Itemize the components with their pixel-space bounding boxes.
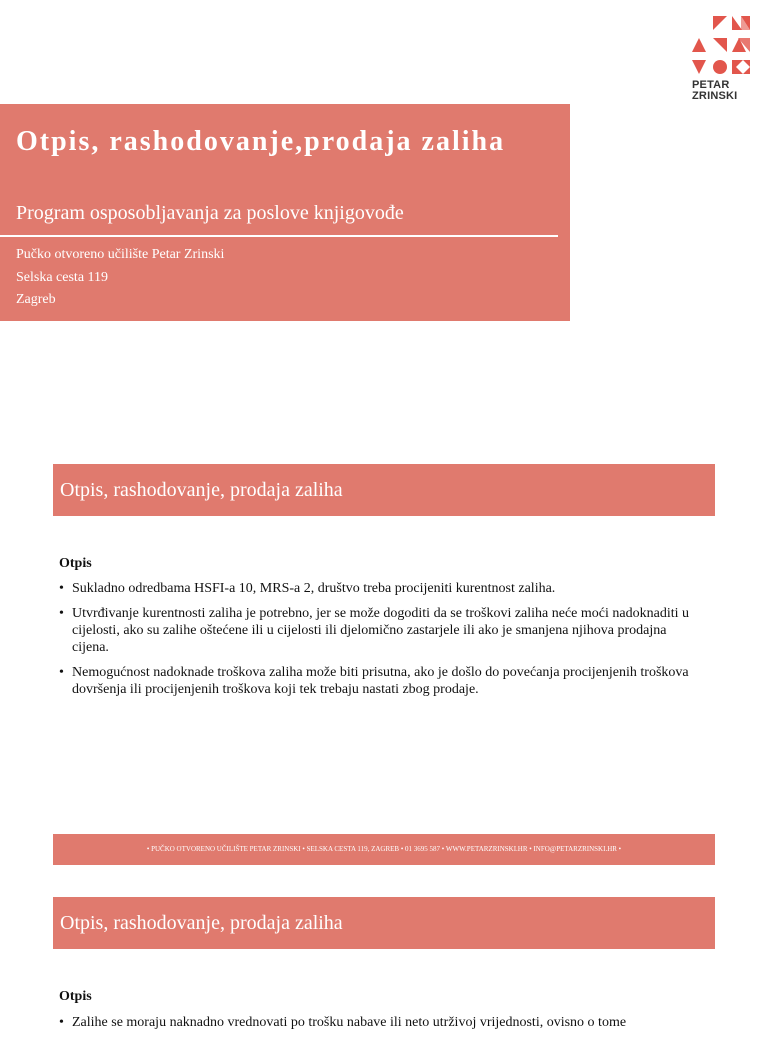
footer-contact-text: • PUČKO OTVORENO UČILIŠTE PETAR ZRINSKI • SELSKA CESTA 119, ZAGREB • 01 3695 587 • WWW.PETARZRINSKI.HR • INFO@PETARZRINSKI.HR • <box>146 845 622 853</box>
cover-title-box <box>0 104 570 321</box>
bullet-item: • Zalihe se moraju naknadno vrednovati po trošku nabave ili neto utrživoj vrijednosti, ovisno o tome <box>59 1014 699 1031</box>
cover-subtitle: Program osposobljavanja za poslove knjigovođe <box>16 202 404 224</box>
slide2-bullet-list <box>59 1014 699 1039</box>
cover-divider <box>0 235 558 237</box>
address-line-city: Zagreb <box>16 292 56 307</box>
petar-zrinski-logo <box>692 16 752 102</box>
slide1-footer-bar <box>53 834 715 865</box>
slide2-section-heading: Otpis <box>59 989 92 1004</box>
slide2-title-bar <box>53 897 715 949</box>
slide1-title-bar <box>53 464 715 516</box>
bullet-item: • Nemogućnost nadoknade troškova zaliha može biti prisutna, ako je došlo do povećanja procijenjenih troškova dovršenja ili procijenjenih troškova koji tek trebaju nastati zbog prodaje. <box>59 664 699 698</box>
cover-title: Otpis, rashodovanje,prodaja zaliha <box>16 126 506 157</box>
cover-address <box>16 244 224 312</box>
slide1-section-heading: Otpis <box>59 556 92 571</box>
logo-text-line1: PETAR <box>692 79 730 91</box>
bullet-item: • Utvrđivanje kurentnosti zaliha je potrebno, jer se može dogoditi da se troškovi zaliha neće moći nadoknaditi u cijelosti, ako su zalihe oštećene ili u cijelosti ili djelomično zastarjele ili ako je smanjena njihova prodajna cijena. <box>59 605 699 656</box>
logo-mark-icon <box>692 16 750 74</box>
slide2-title: Otpis, rashodovanje, prodaja zaliha <box>60 912 343 934</box>
slide1-bullet-list <box>59 580 699 706</box>
logo-text-line2: ZRINSKI <box>692 90 738 102</box>
slide1-title: Otpis, rashodovanje, prodaja zaliha <box>60 479 343 501</box>
address-line-institution: Pučko otvoreno učilište Petar Zrinski <box>16 247 225 262</box>
bullet-item: • Sukladno odredbama HSFI-a 10, MRS-a 2, društvo treba procijeniti kurentnost zaliha. <box>59 580 699 597</box>
address-line-street: Selska cesta 119 <box>16 269 109 285</box>
